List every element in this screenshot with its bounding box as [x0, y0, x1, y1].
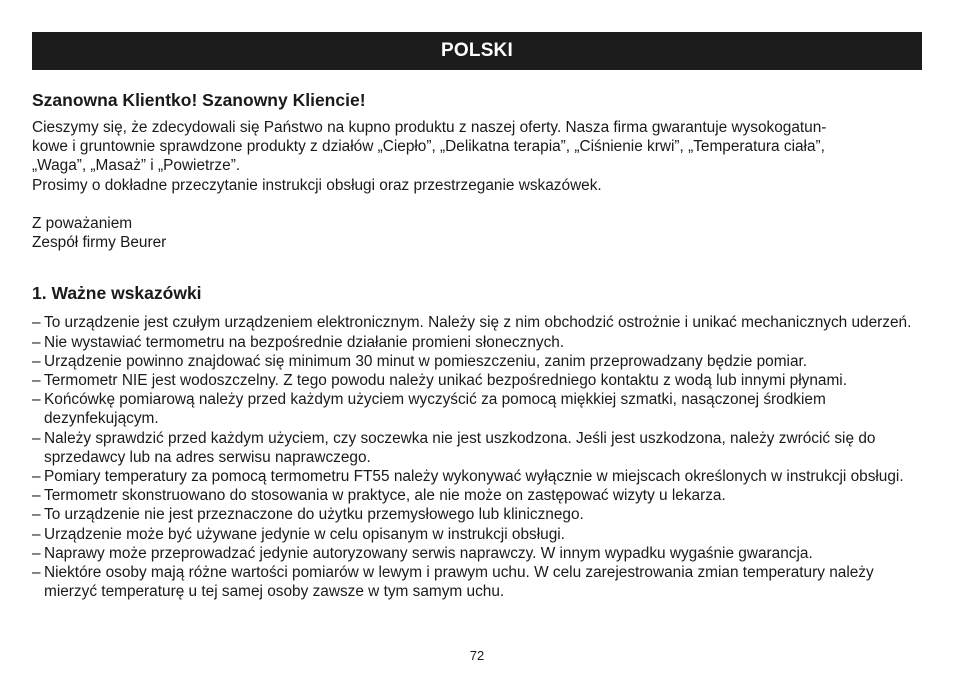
list-item	[32, 429, 922, 467]
list-item	[32, 352, 922, 371]
list-item	[32, 333, 922, 352]
intro-line: „Waga”, „Masaż” i „Powietrze”.	[32, 157, 241, 175]
dash-bullet: –	[32, 352, 41, 370]
list-item-text: To urządzenie nie jest przeznaczone do użytku przemysłowego lub klinicznego.	[44, 506, 584, 524]
dash-bullet: –	[32, 468, 41, 486]
list-item-text: To urządzenie jest czułym urządzeniem elektronicznym. Należy się z nim obchodzić ostrożnie i unikać mechanicznych uderzeń.	[44, 314, 912, 332]
list-item	[32, 390, 922, 428]
list-item	[32, 525, 922, 544]
signature-text: Zespół firmy Beurer	[32, 234, 167, 252]
intro-paragraph	[32, 118, 922, 195]
closing-text: Z poważaniem	[32, 215, 133, 232]
language-title: POLSKI	[441, 40, 513, 61]
list-item	[32, 486, 922, 505]
important-notes-list	[32, 313, 922, 601]
dash-bullet: –	[32, 506, 41, 524]
list-item-text: Niektóre osoby mają różne wartości pomiarów w lewym i prawym uchu. W celu zarejestrowania zmian temperatury należy mierzyć temperaturę u tej samej osoby zawsze w tym samym uchu.	[44, 564, 874, 601]
dash-bullet: –	[32, 391, 41, 409]
dash-bullet: –	[32, 487, 41, 505]
list-item-text: Termometr skonstruowano do stosowania w praktyce, ale nie może on zastępować wizyty u lekarza.	[44, 487, 726, 505]
dash-bullet: –	[32, 333, 41, 351]
list-item	[32, 467, 922, 486]
list-item	[32, 544, 922, 563]
dash-bullet: –	[32, 564, 41, 582]
greeting-title: Szanowna Klientko! Szanowny Kliencie!	[32, 90, 366, 110]
document-body	[32, 88, 922, 601]
list-item-text: Naprawy może przeprowadzać jedynie autoryzowany serwis naprawczy. W innym wypadku wygaśnie gwarancja.	[44, 544, 813, 562]
dash-bullet: –	[32, 429, 41, 447]
list-item	[32, 371, 922, 390]
language-header-bar	[32, 32, 922, 70]
page-number: 72	[469, 648, 485, 663]
list-item-text: Urządzenie powinno znajdować się minimum 30 minut w pomieszczeniu, zanim przeprowadzany będzie pomiar.	[44, 352, 808, 370]
section-title: 1. Ważne wskazówki	[32, 283, 202, 304]
intro-line: Prosimy o dokładne przeczytanie instrukcji obsługi oraz przestrzeganie wskazówek.	[32, 176, 602, 194]
dash-bullet: –	[32, 314, 41, 332]
list-item	[32, 505, 922, 524]
list-item-text: Termometr NIE jest wodoszczelny. Z tego powodu należy unikać bezpośredniego kontaktu z wodą lub innymi płynami.	[44, 372, 847, 390]
dash-bullet: –	[32, 525, 41, 543]
list-item	[32, 313, 922, 332]
spacer	[32, 195, 922, 214]
list-item-text: Urządzenie może być używane jedynie w celu opisanym w instrukcji obsługi.	[44, 525, 565, 543]
intro-line: kowe i gruntownie sprawdzone produkty z działów „Ciepło”, „Delikatna terapia”, „Ciśnienie krwi”, „Temperatura ciała”,	[32, 138, 825, 156]
list-item-text: Należy sprawdzić przed każdym użyciem, czy soczewka nie jest uszkodzona. Jeśli jest uszkodzona, należy zwrócić się do sprzedawcy lub na adres serwisu naprawczego.	[44, 429, 876, 466]
list-item-text: Pomiary temperatury za pomocą termometru FT55 należy wykonywać wyłącznie w miejscach określonych w instrukcji obsługi.	[44, 468, 904, 486]
list-item-text: Nie wystawiać termometru na bezpośrednie działanie promieni słonecznych.	[44, 333, 565, 351]
list-item	[32, 563, 922, 601]
list-item-text: Końcówkę pomiarową należy przed każdym użyciem wyczyścić za pomocą miękkiej szmatki, nasączonej środkiem dezynfekującym.	[44, 391, 826, 428]
dash-bullet: –	[32, 544, 41, 562]
intro-line: Cieszymy się, że zdecydowali się Państwo na kupno produktu z naszej oferty. Nasza firma gwarantuje wysokogatun-	[32, 119, 827, 136]
dash-bullet: –	[32, 372, 41, 390]
